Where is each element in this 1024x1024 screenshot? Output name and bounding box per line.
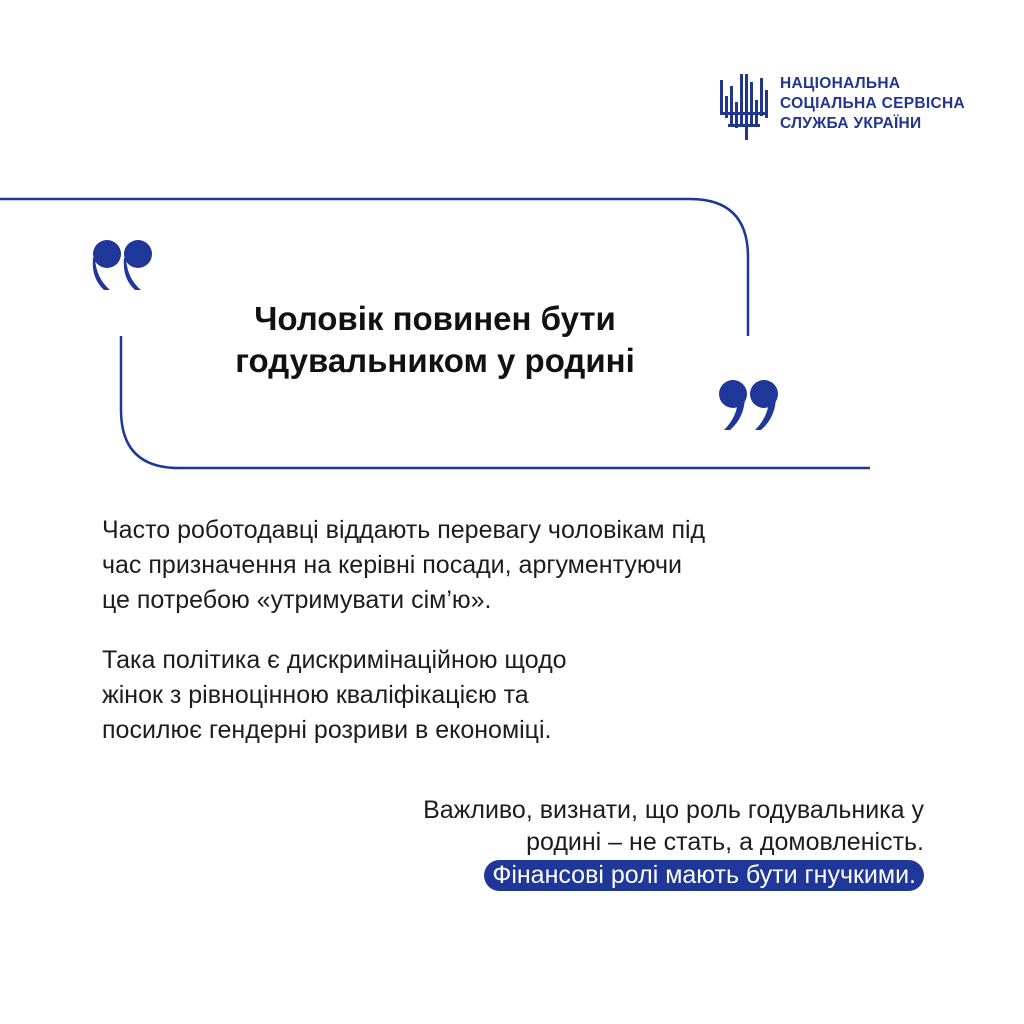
closing-line: Важливо, визнати, що роль годувальника у	[423, 796, 924, 824]
trident-logo-icon	[718, 72, 770, 142]
org-logo	[718, 72, 978, 144]
closing-line: родині – не стать, а домовленість.	[526, 828, 924, 856]
org-name	[780, 74, 965, 134]
paragraph-line: Така політика є дискримінаційною щодо	[102, 646, 567, 674]
org-name-line: СЛУЖБА УКРАЇНИ	[780, 115, 922, 132]
paragraph-line: Часто роботодавці віддають перевагу чоловікам під	[102, 516, 706, 544]
body-paragraph-2	[102, 643, 862, 748]
paragraph-line: час призначення на керівні посади, аргументуючи	[102, 551, 683, 579]
headline-line: годувальником у родині	[235, 342, 635, 379]
org-name-line: СОЦІАЛЬНА СЕРВІСНА	[780, 95, 965, 112]
body-paragraph-1	[102, 513, 862, 618]
paragraph-line: посилює гендерні розриви в економіці.	[102, 716, 552, 744]
quote-headline	[150, 298, 720, 382]
opening-quote-icon	[90, 238, 156, 294]
closing-quote-icon	[716, 376, 782, 432]
highlighted-statement: Фінансові ролі мають бути гнучкими.	[484, 860, 924, 891]
org-name-line: НАЦІОНАЛЬНА	[780, 75, 901, 92]
paragraph-line: це потребою «утримувати сім’ю».	[102, 586, 492, 614]
closing-statement	[284, 794, 924, 891]
headline-line: Чоловік повинен бути	[254, 300, 616, 337]
paragraph-line: жінок з рівноцінною кваліфікацією та	[102, 681, 529, 709]
